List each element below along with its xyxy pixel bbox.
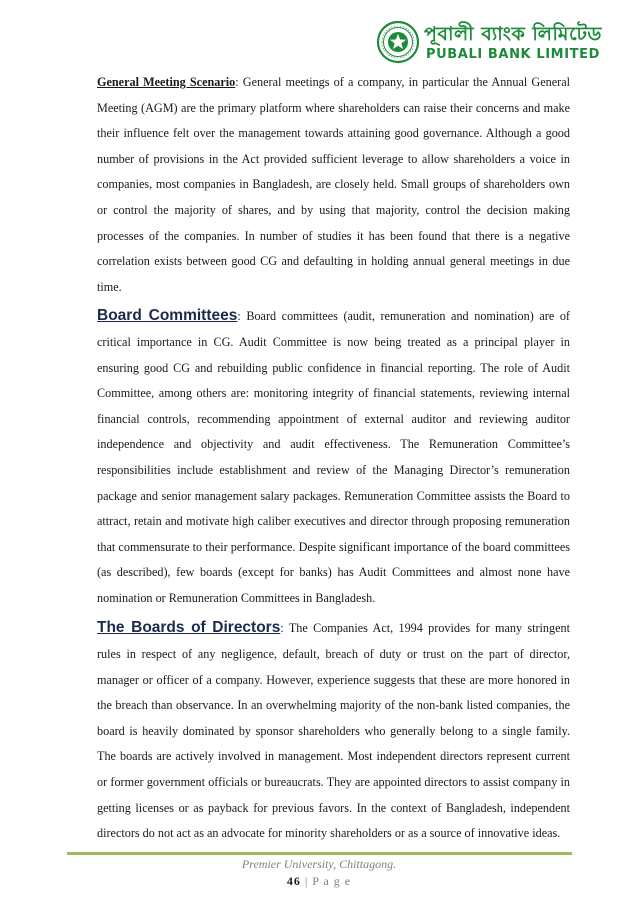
section-general-meeting <box>97 70 570 300</box>
heading-separator: : <box>237 309 241 324</box>
footer-institution: Premier University, Chittagong. <box>241 857 397 871</box>
section-heading: General Meeting Scenario <box>97 75 236 89</box>
section-text: Board committees (audit, remuneration and nomination) are of critical importance in CG. Audit Committee is now being treated as a principal player in ensuring good CG and rebuilding public confidence in financial reporting. The role of Audit Committee, among others are: monitoring integrity of financial statements, reviewing internal financial controls, recommending appointment of external auditor and reviewing auditor independence and objectivity and audit effectiveness. The Remuneration Committee’s responsibilities include establishment and review of the Managing Director’s remuneration package and senior management salary packages. Remuneration Committee assists the Board to attract, retain and motivate high caliber executives and director through proposing remuneration that commensurate to their performance. Despite significant importance of the board committees (as described), few boards (except for banks) has Audit Committees and almost none have nomination or Remuneration Committees in Bangladesh. <box>97 309 570 605</box>
bank-seal-icon <box>376 20 420 64</box>
section-boards-of-directors <box>97 615 570 846</box>
footer-divider <box>67 852 572 855</box>
bank-logo <box>376 20 606 66</box>
page-number <box>0 874 638 889</box>
section-board-committees <box>97 303 570 611</box>
section-heading: The Boards of Directors <box>97 619 281 637</box>
section-text: The Companies Act, 1994 provides for many stringent rules in respect of any negligence, default, breach of duty or trust on the part of director, manager or officer of a company. However, experience suggests that these are more honored in the breach than observance. In an overwhelming majority of the non-bank listed companies, the board is heavily dominated by sponsor shareholders who generally belong to a single family. The boards are actively involved in management. Most independent directors represent current or former government officials or bureaucrats. They are appointed directors to assist company in getting licenses or as payback for previous favors. In the context of Bangladesh, independent directors do not act as an advocate for minority shareholders or as a source of innovative ideas. <box>97 621 570 841</box>
section-text: General meetings of a company, in particular the Annual General Meeting (AGM) are the primary platform where shareholders can raise their concerns and make their influence felt over the management towards attaining good governance. Although a good number of provisions in the Act provided sufficient leverage to allow shareholders a voice in companies, most companies in Bangladesh, are closely held. Small groups of shareholders own or control the majority of shares, and by using that majority, control the decision making processes of the companies. In number of studies it has been found that there is a negative correlation exists between good CG and defaulting in holding annual general meetings in due time. <box>97 75 570 294</box>
heading-separator: : <box>235 75 239 89</box>
brand-name-english: PUBALI BANK LIMITED <box>426 47 600 62</box>
page-number-value: 46 <box>286 874 301 888</box>
heading-separator: : <box>280 621 284 636</box>
section-heading: Board Committees <box>97 307 238 325</box>
page-label: P a g e <box>312 874 352 888</box>
page-number-separator: | <box>300 874 313 888</box>
brand-name-bengali: পূবালী ব্যাংক লিমিটেড <box>424 23 602 45</box>
document-body <box>97 70 570 847</box>
